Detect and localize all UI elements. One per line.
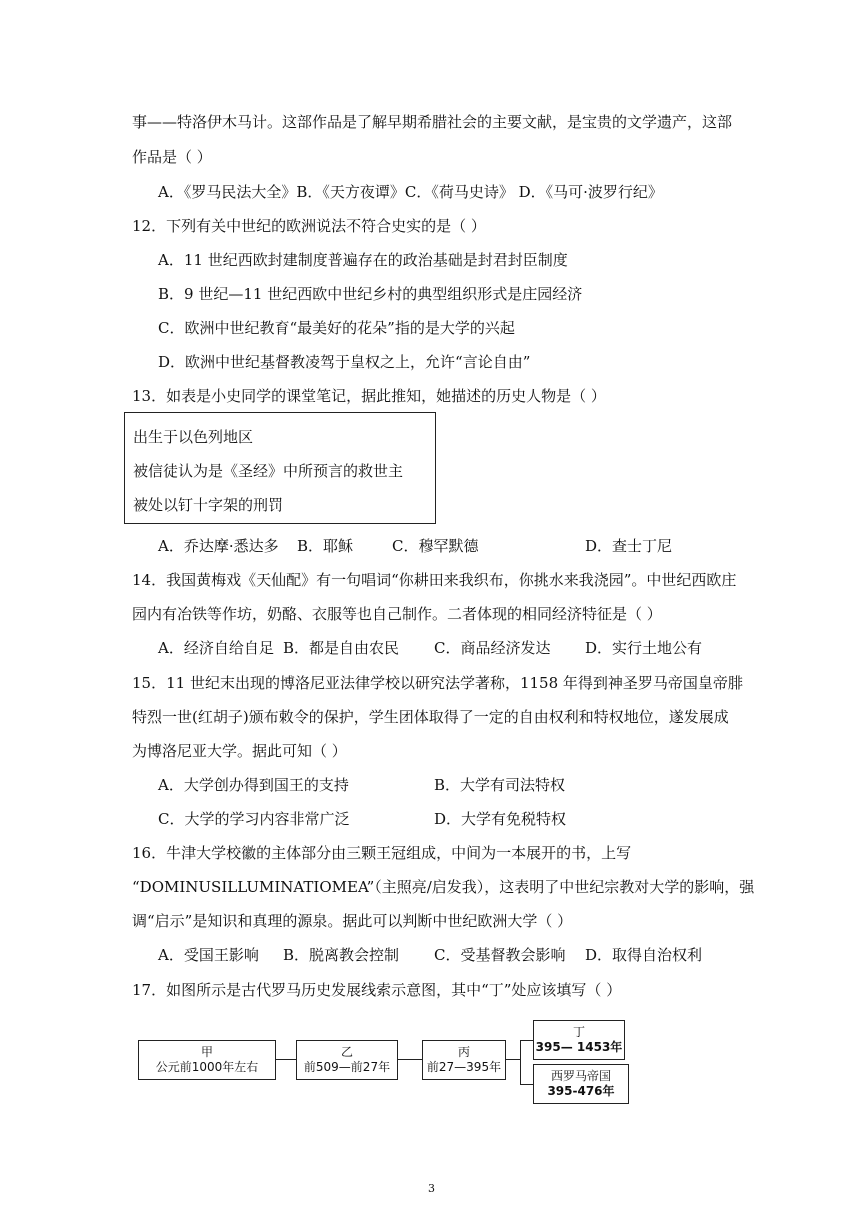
q15-line-1: 15．11 世纪末出现的博洛尼亚法律学校以研究法学著称，1158 年得到神圣罗马帝国皇帝腓 [132, 674, 743, 692]
q15-option-a: A．大学创办得到国王的支持 [158, 776, 349, 794]
flow-jia-name: 甲 [200, 1045, 213, 1059]
q14-option-d: D．实行土地公有 [585, 639, 703, 657]
flow-branch-bottom [520, 1084, 533, 1085]
flow-box-bing [422, 1040, 506, 1080]
flow-branch-top [520, 1040, 533, 1041]
q14-option-c: C．商品经济发达 [434, 639, 551, 657]
q12-option-b: B．9 世纪—11 世纪西欧中世纪乡村的典型组织形式是庄园经济 [158, 285, 583, 303]
flow-ding-date: 395— 1453年 [535, 1040, 623, 1054]
flow-connector-1 [276, 1059, 296, 1060]
flow-connector-3 [506, 1059, 520, 1060]
q12-option-d: D．欧洲中世纪基督教凌驾于皇权之上，允许“言论自由” [158, 353, 531, 371]
page-number: 3 [428, 1182, 435, 1195]
q13-note-3: 被处以钉十字架的刑罚 [133, 496, 284, 514]
q11-line-2: 作品是（ ） [132, 148, 212, 166]
flow-jia-date: 公元前1000年左右 [155, 1060, 259, 1074]
q16-option-c: C．受基督教会影响 [434, 946, 566, 964]
q13-option-a: A．乔达摩·悉达多 [158, 537, 279, 555]
flow-box-yi [296, 1040, 398, 1080]
q13-option-c: C．穆罕默德 [392, 537, 479, 555]
q13-option-b: B．耶稣 [297, 537, 354, 555]
q11-options: A．《罗马民法大全》B．《天方夜谭》C．《荷马史诗》 D．《马可·波罗行纪》 [158, 183, 663, 201]
flow-bing-date: 前27—395年 [426, 1060, 502, 1074]
q16-option-d: D．取得自治权利 [585, 946, 703, 964]
q15-option-b: B．大学有司法特权 [434, 776, 566, 794]
q12-option-a: A．11 世纪西欧封建制度普遍存在的政治基础是封君封臣制度 [158, 251, 568, 269]
q16-line-1: 16．牛津大学校徽的主体部分由三颗王冠组成，中间为一本展开的书，上写 [132, 844, 632, 862]
flow-box-west-roman [533, 1064, 629, 1104]
q11-line-1: 事——特洛伊木马计。这部作品是了解早期希腊社会的主要文献，是宝贵的文学遗产，这部 [132, 113, 733, 131]
flow-box-ding [533, 1020, 625, 1060]
q14-line-2: 园内有冶铁等作坊，奶酪、衣服等也自己制作。二者体现的相同经济特征是（ ） [132, 605, 662, 623]
flow-bing-name: 丙 [457, 1045, 470, 1059]
flow-west-date: 395-476年 [547, 1084, 615, 1098]
q14-option-a: A．经济自给自足 [158, 639, 274, 657]
q13-notes-box [124, 412, 436, 524]
flow-yi-name: 乙 [340, 1045, 353, 1059]
q15-line-3: 为博洛尼亚大学。据此可知（ ） [132, 742, 347, 760]
flow-west-name: 西罗马帝国 [550, 1069, 611, 1083]
q16-option-b: B．脱离教会控制 [283, 946, 400, 964]
q16-line-2: “DOMINUSILLUMINATIOMEA”（主照亮/启发我），这表明了中世纪宗教对大学的影响，强 [132, 878, 755, 896]
q15-option-c: C．大学的学习内容非常广泛 [158, 810, 350, 828]
q12-stem: 12．下列有关中世纪的欧洲说法不符合史实的是（ ） [132, 217, 486, 235]
q13-note-2: 被信徒认为是《圣经》中所预言的救世主 [133, 462, 404, 480]
q13-stem: 13．如表是小史同学的课堂笔记，据此推知，她描述的历史人物是（ ） [132, 387, 606, 405]
flow-ding-name: 丁 [572, 1025, 585, 1039]
q13-option-d: D．查士丁尼 [585, 537, 673, 555]
q16-option-a: A．受国王影响 [158, 946, 259, 964]
flow-connector-2 [398, 1059, 422, 1060]
flow-yi-date: 前509—前27年 [303, 1060, 391, 1074]
q14-option-b: B．都是自由农民 [283, 639, 400, 657]
q15-option-d: D．大学有免税特权 [434, 810, 567, 828]
q16-line-3: 调“启示”是知识和真理的源泉。据此可以判断中世纪欧洲大学（ ） [132, 912, 573, 930]
q17-stem: 17．如图所示是古代罗马历史发展线索示意图，其中“丁”处应该填写（ ） [132, 981, 622, 999]
q12-option-c: C．欧洲中世纪教育“最美好的花朵”指的是大学的兴起 [158, 319, 515, 337]
q14-line-1: 14．我国黄梅戏《天仙配》有一句唱词“你耕田来我织布，你挑水来我浇园”。中世纪西欧庄 [132, 571, 737, 589]
q15-line-2: 特烈一世(红胡子)颁布敕令的保护，学生团体取得了一定的自由权利和特权地位，遂发展成 [132, 708, 729, 726]
flow-branch-vertical [520, 1040, 521, 1085]
flow-box-jia [138, 1040, 276, 1080]
q13-note-1: 出生于以色列地区 [133, 428, 254, 446]
